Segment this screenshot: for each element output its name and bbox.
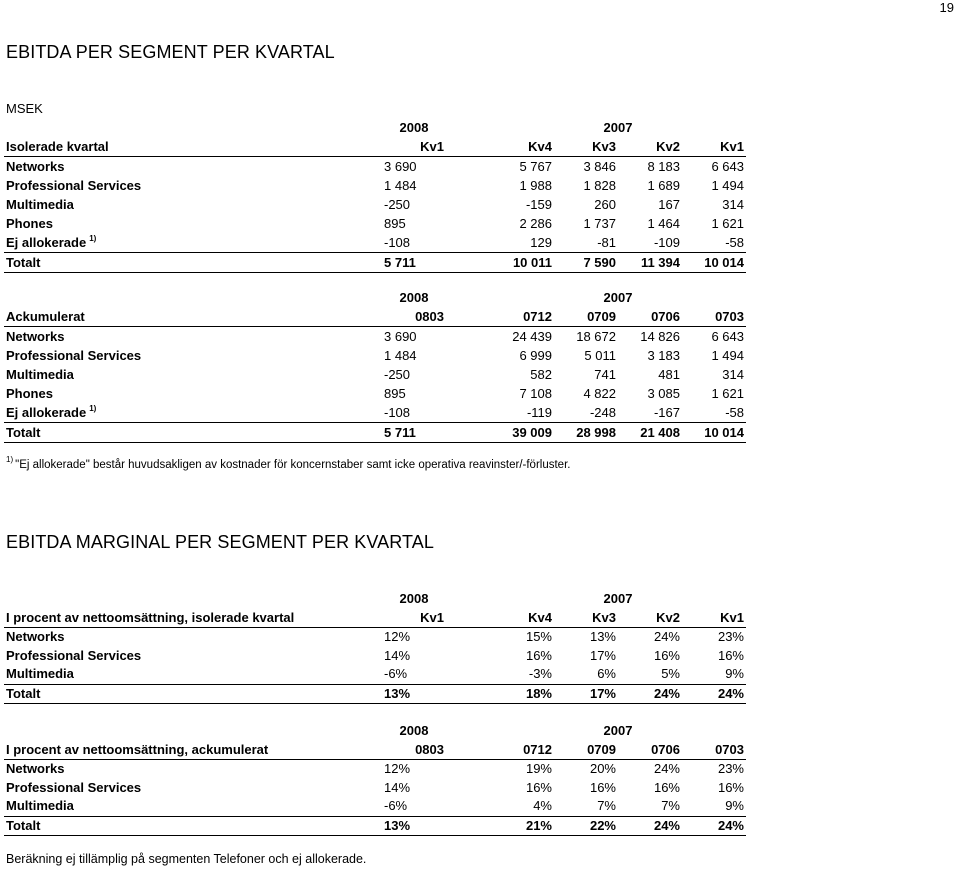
row-gap [446,797,490,816]
row-label-text: Multimedia [6,798,74,813]
row-value: 24% [653,761,680,776]
row-label [4,327,382,347]
row-value: 23% [717,629,744,644]
total-value: 7 590 [554,253,618,273]
row-value: -248 [554,403,618,423]
row-label [4,797,382,816]
total-gap [446,253,490,273]
row-value: 16% [653,647,680,663]
header-period: Kv2 [618,609,682,628]
row-label-text: Phones [6,216,53,231]
header-period: Kv3 [554,137,618,157]
table-row [4,628,746,647]
row-gap [446,157,490,177]
row-value: -6% [382,797,446,816]
row-value: 16% [717,647,744,663]
year-2008: 2008 [399,723,429,738]
row-label-text: Multimedia [6,197,74,212]
page-number: 19 [939,0,954,15]
table-row [4,327,746,347]
row-value: -250 [384,197,411,212]
row-value: 16% [525,779,552,795]
row-label [4,384,382,403]
row-value: -108 [382,403,446,423]
row-value: 14 826 [640,329,680,344]
total-value: 10 014 [682,423,746,443]
row-label [4,779,382,798]
total-label: Totalt [4,253,382,273]
row-label-text: Professional Services [6,178,142,193]
header-row [4,741,746,760]
row-value: -109 [618,233,682,253]
row-value: 14% [384,647,411,663]
row-value: 24 439 [512,329,552,344]
total-value: 5 711 [382,423,446,443]
row-label-text: Professional Services [6,348,142,363]
row-value: 895 [384,216,406,231]
row-gap [446,365,490,384]
row-value: 3 085 [647,386,680,401]
year-2007: 2007 [603,723,633,738]
row-value: 14% [384,779,411,795]
row-value: 19% [525,761,552,776]
row-value: 260 [594,197,616,212]
row-value: -159 [525,197,552,212]
year-row-spacer [4,590,382,609]
footnote-reference: 1) [89,234,97,243]
total-row [4,816,746,836]
row-label-text: Professional Services [6,779,142,795]
year-row-spacer [4,118,382,137]
row-gap [446,665,490,684]
total-row [4,684,746,704]
header-gap [446,741,490,760]
row-value: 6% [554,665,618,684]
row-value: 741 [594,367,616,382]
row-label [4,760,382,779]
header-period: 0709 [554,741,618,760]
row-value: 12% [384,761,411,776]
row-gap [446,779,490,798]
row-value: 167 [658,197,680,212]
total-value: 22% [554,816,618,836]
header-period: Kv1 [382,609,446,628]
row-value: -250 [384,367,411,382]
row-value: 7% [618,797,682,816]
header-period: Kv1 [682,137,746,157]
total-value: 5 711 [382,253,446,273]
total-value: 13% [382,816,446,836]
row-value: -108 [382,233,446,253]
row-label-text: Networks [6,329,65,344]
row-label-text: Phones [6,386,53,401]
row-value: 129 [490,233,554,253]
table-row [4,384,746,403]
header-period: Kv4 [490,137,554,157]
year-gap [446,118,490,137]
year-2008: 2008 [399,591,429,606]
row-label-text: Ej allokerade [6,405,87,420]
row-label-text: Multimedia [6,367,74,382]
table-row [4,365,746,384]
row-value: -3% [490,665,554,684]
row-label-text: Ej allokerade [6,235,87,250]
year-row [4,288,746,307]
row-gap [446,214,490,233]
row-value: 895 [384,386,406,401]
total-value: 24% [682,816,746,836]
year-gap [446,722,490,741]
row-value: 24% [653,629,680,644]
row-value: 1 484 [384,178,417,193]
row-value: 23% [717,761,744,776]
row-value: 314 [722,367,744,382]
row-value: 481 [658,367,680,382]
row-value: 1 988 [519,178,552,193]
header-period: Kv3 [554,609,618,628]
total-row [4,253,746,273]
margin-cumulative-table [4,722,746,836]
total-label: Totalt [4,423,382,443]
table-row [4,346,746,365]
row-label [4,365,382,384]
year-2007: 2007 [603,120,633,135]
section1-title: EBITDA PER SEGMENT PER KVARTAL [6,42,335,62]
total-label: Totalt [4,816,382,836]
year-2007: 2007 [603,591,633,606]
table-row [4,214,746,233]
row-value: 5 767 [519,159,552,174]
header-gap [446,609,490,628]
year-row [4,722,746,741]
row-label [4,157,382,177]
header-period: 0703 [682,307,746,327]
row-value: 1 494 [711,348,744,363]
footnote-mark: 1) [6,455,14,464]
header-label: I procent av nettoomsättning, isolerade kvartal [4,609,382,628]
calculation-note: Beräkning ej tillämplig på segmenten Telefoner och ej allokerade. [6,852,367,866]
total-value: 24% [682,684,746,704]
row-value: 9% [682,665,746,684]
row-value: 16% [653,779,680,795]
row-value: 3 846 [583,159,616,174]
header-period: Kv2 [618,137,682,157]
row-value: -167 [618,403,682,423]
total-value: 18% [490,684,554,704]
total-value: 17% [554,684,618,704]
row-gap [446,195,490,214]
row-value: 7 108 [519,386,552,401]
row-gap [446,346,490,365]
row-gap [446,403,490,423]
row-value: 15% [525,629,552,644]
total-value: 28 998 [554,423,618,443]
header-period: 0803 [382,307,446,327]
header-period: 0706 [618,741,682,760]
footnote [6,455,571,471]
row-value: 1 464 [647,216,680,231]
row-value: 3 183 [647,348,680,363]
total-value: 21 408 [618,423,682,443]
row-gap [446,628,490,647]
year-row-spacer [4,722,382,741]
table-row [4,195,746,214]
table-row [4,647,746,666]
row-value: 582 [530,367,552,382]
row-value: 1 621 [711,386,744,401]
row-label [4,628,382,647]
header-period: 0712 [490,307,554,327]
row-value: 4 822 [583,386,616,401]
table-row [4,403,746,423]
total-value: 10 011 [490,253,554,273]
row-value: 7% [554,797,618,816]
header-label: I procent av nettoomsättning, ackumulerat [4,741,382,760]
table-row [4,797,746,816]
row-value: 1 484 [384,348,417,363]
header-row [4,609,746,628]
row-gap [446,760,490,779]
row-value: 1 689 [647,178,680,193]
table-row [4,157,746,177]
row-label-text: Networks [6,159,65,174]
total-row [4,423,746,443]
row-label [4,647,382,666]
total-gap [446,423,490,443]
total-value: 24% [618,816,682,836]
row-value: -119 [490,403,554,423]
row-value: 3 690 [384,329,417,344]
row-gap [446,647,490,666]
row-value: 314 [722,197,744,212]
ebitda-quarterly-table [4,118,746,273]
row-label [4,665,382,684]
header-gap [446,137,490,157]
table-row [4,233,746,253]
total-value: 11 394 [618,253,682,273]
row-label [4,233,382,253]
header-period: 0712 [490,741,554,760]
year-2008: 2008 [399,120,429,135]
total-value: 10 014 [682,253,746,273]
row-value: 6 643 [711,159,744,174]
year-row [4,590,746,609]
row-value: -81 [554,233,618,253]
header-row [4,307,746,327]
row-gap [446,233,490,253]
row-value: 1 737 [583,216,616,231]
total-label: Totalt [4,684,382,704]
row-value: 1 494 [711,178,744,193]
total-gap [446,816,490,836]
header-period: 0709 [554,307,618,327]
row-value: 2 286 [519,216,552,231]
row-label [4,403,382,423]
row-label [4,214,382,233]
row-value: 16% [717,779,744,795]
year-gap [446,590,490,609]
row-label-text: Professional Services [6,647,142,663]
row-value: -58 [682,403,746,423]
header-row [4,137,746,157]
row-value: 20% [589,761,616,776]
table-row [4,665,746,684]
row-value: 8 183 [647,159,680,174]
total-value: 24% [618,684,682,704]
table-row [4,779,746,798]
row-value: 3 690 [384,159,417,174]
row-value: 16% [525,647,552,663]
row-value: 1 828 [583,178,616,193]
year-row-spacer [4,288,382,307]
row-value: -6% [382,665,446,684]
year-row [4,118,746,137]
row-label-text: Multimedia [6,666,74,681]
total-gap [446,684,490,704]
ebitda-cumulative-table [4,288,746,443]
row-value: 18 672 [576,329,616,344]
row-value: 5 011 [584,348,616,363]
header-label: Ackumulerat [4,307,382,327]
footnote-reference: 1) [89,404,97,413]
table-row [4,176,746,195]
row-value: 6 643 [711,329,744,344]
total-value: 21% [490,816,554,836]
header-period: 0706 [618,307,682,327]
footnote-text: "Ej allokerade" består huvudsakligen av kostnader för koncernstaber samt icke operativa reavinster/-förluster. [15,459,571,471]
row-label [4,346,382,365]
row-label [4,195,382,214]
year-gap [446,288,490,307]
row-value: 13% [589,629,616,644]
section2-title: EBITDA MARGINAL PER SEGMENT PER KVARTAL [6,532,435,552]
row-gap [446,384,490,403]
header-label: Isolerade kvartal [4,137,382,157]
row-label [4,176,382,195]
total-value: 13% [382,684,446,704]
total-value: 39 009 [490,423,554,443]
row-value: 12% [384,629,411,644]
year-2008: 2008 [399,290,429,305]
header-period: 0803 [382,741,446,760]
year-2007: 2007 [603,290,633,305]
row-value: 1 621 [711,216,744,231]
header-period: Kv4 [490,609,554,628]
header-period: Kv1 [682,609,746,628]
header-gap [446,307,490,327]
row-value: 6 999 [519,348,552,363]
row-gap [446,176,490,195]
margin-quarterly-table [4,590,746,704]
row-label-text: Networks [6,629,65,644]
row-value: 4% [490,797,554,816]
header-period: 0703 [682,741,746,760]
table-row [4,760,746,779]
row-value: 17% [589,647,616,663]
row-gap [446,327,490,347]
unit-label: MSEK [6,101,43,116]
row-value: 5% [618,665,682,684]
row-value: 16% [589,779,616,795]
row-value: -58 [682,233,746,253]
header-period: Kv1 [382,137,446,157]
row-value: 9% [682,797,746,816]
row-label-text: Networks [6,761,65,776]
